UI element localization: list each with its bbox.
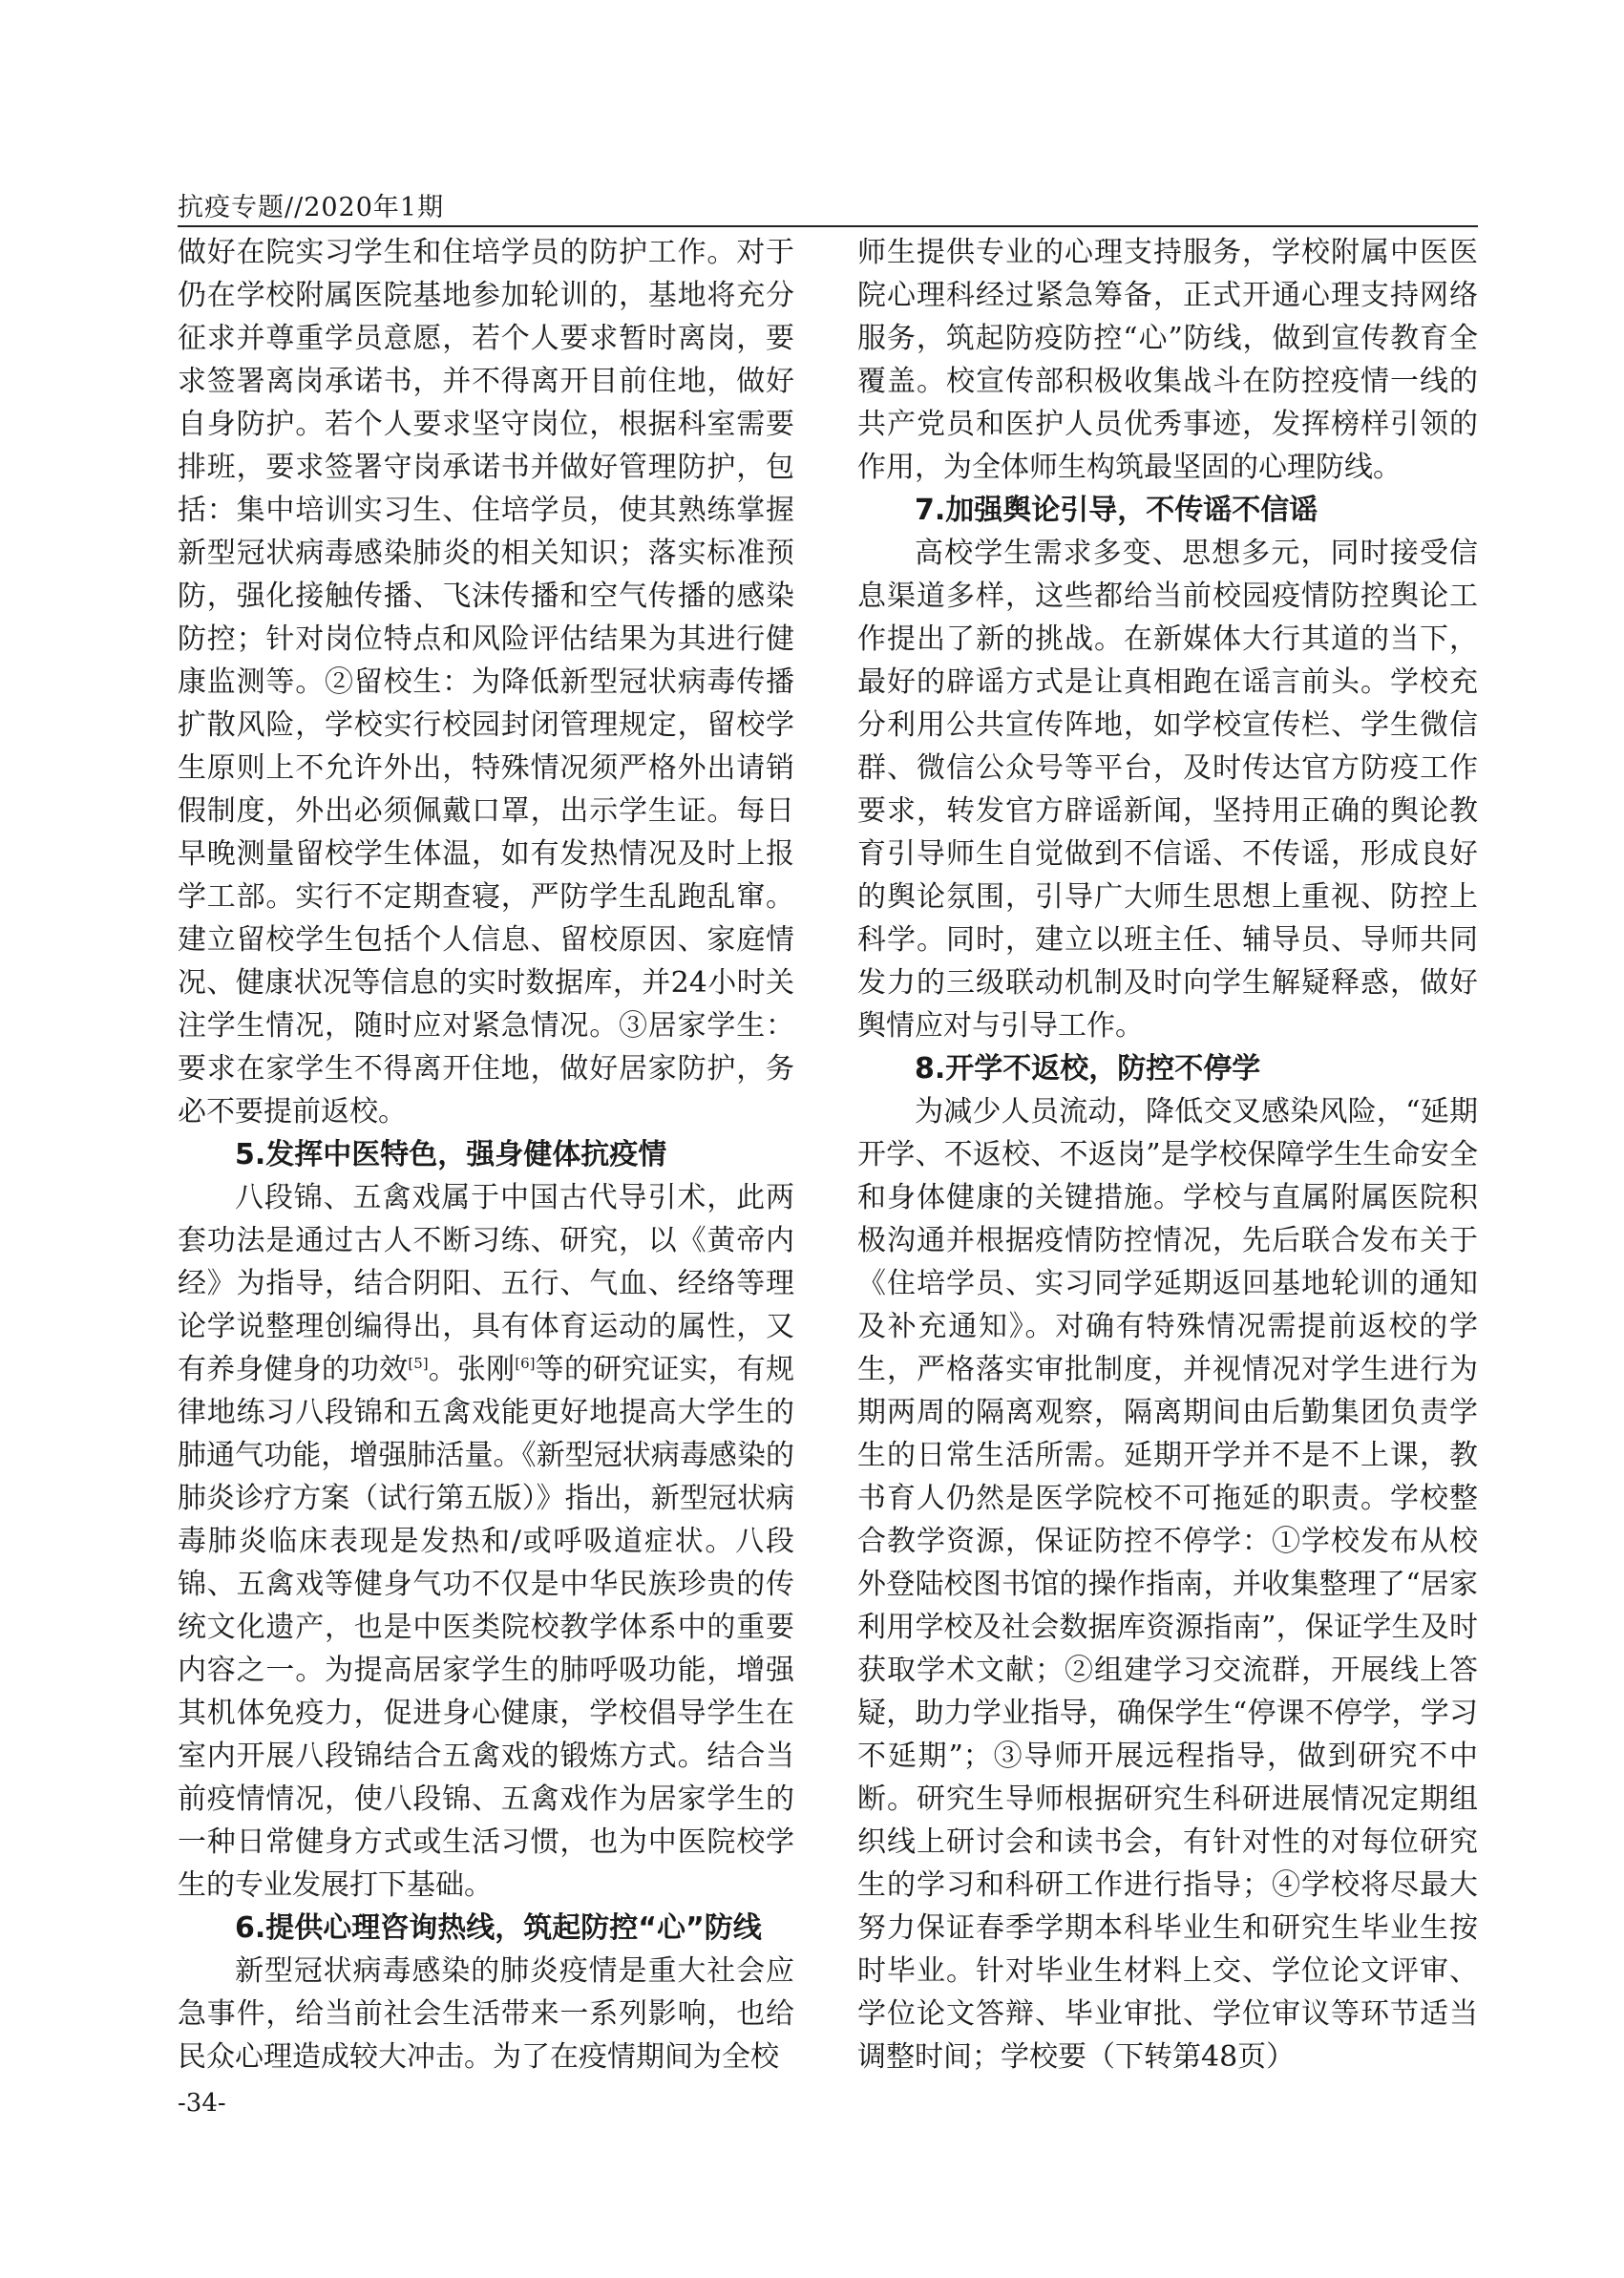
paragraph-public-opinion: 高校学生需求多变、思想多元，同时接受信息渠道多样，这些都给当前校园疫情防控舆论工作提出了新的挑战。在新媒体大行其道的当下，最好的辟谣方式是让真相跑在谣言前头。学校充分利用公共宣传阵地，如学校宣传栏、学生微信群、微信公众号等平台，及时传达官方防疫工作要求，转发官方辟谣新闻，坚持用正确的舆论教育引导师生自觉做到不信谣、不传谣，形成良好的舆论氛围，引导广大师生思想上重视、防控上科学。同时，建立以班主任、辅导员、导师共同发力的三级联动机制及时向学生解疑释惑，做好舆情应对与引导工作。 <box>857 537 1478 1043</box>
section-heading-8: 8.开学不返校，防控不停学 <box>915 1052 1261 1086</box>
running-header: 抗疫专题//2020年1期 <box>178 193 445 222</box>
paragraph-tcm-exercise-part1: 八段锦、五禽戏属于中国古代导引术，此两套功法是通过古人不断习练、研究，以《黄帝内经》为指导，结合阴阳、五行、气血、经络等理论学说整理创编得出，具有体育运动的属性，又有养身健身的功效 <box>178 1181 794 1386</box>
reference-5: [5] <box>408 1355 429 1372</box>
paragraph-students-protection: 做好在院实习学生和住培学员的防护工作。对于仍在学校附属医院基地参加轮训的，基地将充分征求并尊重学员意愿，若个人要求暂时离岗，要求签署离岗承诺书，并不得离开目前住地，做好自身防护。若个人要求坚守岗位，根据科室需要排班，要求签署守岗承诺书并做好管理防护，包括：集中培训实习生、住培学员，使其熟练掌握新型冠状病毒感染肺炎的相关知识；落实标准预防，强化接触传播、飞沫传播和空气传播的感染防控；针对岗位特点和风险评估结果为其进行健康监测等。②留校生：为降低新型冠状病毒传播扩散风险，学校实行校园封闭管理规定，留校学生原则上不允许外出，特殊情况须严格外出请销假制度，外出必须佩戴口罩，出示学生证。每日早晚测量留校学生体温，如有发热情况及时上报学工部。实行不定期查寝，严防学生乱跑乱窜。建立留校学生包括个人信息、留校原因、家庭情况、健康状况等信息的实时数据库，并24小时关注学生情况，随时应对紧急情况。③居家学生：要求在家学生不得离开住地，做好居家防护，务必不要提前返校。 <box>178 236 794 1128</box>
paragraph-tcm-exercise <box>178 1176 794 1907</box>
header-rule <box>178 225 1478 227</box>
left-column <box>178 231 794 2078</box>
section-heading-6: 6.提供心理咨询热线，筑起防控“心”防线 <box>235 1911 762 1945</box>
paragraph-psychological-support: 新型冠状病毒感染的肺炎疫情是重大社会应急事件，给当前社会生活带来一系列影响，也给民众心理造成较大冲击。为了在疫情期间为全校 <box>178 1954 794 2074</box>
paragraph-tcm-exercise-part2: 。张刚 <box>428 1353 516 1386</box>
section-heading-5: 5.发挥中医特色，强身健体抗疫情 <box>235 1138 667 1171</box>
section-heading-7: 7.加强舆论引导，不传谣不信谣 <box>915 494 1318 527</box>
right-column <box>857 231 1478 2078</box>
paragraph-online-teaching: 为减少人员流动，降低交叉感染风险，“延期开学、不返校、不返岗”是学校保障学生生命安全和身体健康的关键措施。学校与直属附属医院积极沟通并根据疫情防控情况，先后联合发布关于《住培学员、实习同学延期返回基地轮训的通知及补充通知》。对确有特殊情况需提前返校的学生，严格落实审批制度，并视情况对学生进行为期两周的隔离观察，隔离期间由后勤集团负责学生的日常生活所需。延期开学并不是不上课，教书育人仍然是医学院校不可拖延的职责。学校整合教学资源，保证防控不停学：①学校发布从校外登陆校图书馆的操作指南，并收集整理了“居家利用学校及社会数据库资源指南”，保证学生及时获取学术文献；②组建学习交流群，开展线上答疑，助力学业指导，确保学生“停课不停学，学习不延期”；③导师开展远程指导，做到研究不中断。研究生导师根据研究生科研进展情况定期组织线上研讨会和读书会，有针对性的对每位研究生的学习和科研工作进行指导；④学校将尽最大努力保证春季学期本科毕业生和研究生毕业生按时毕业。针对毕业生材料上交、学位论文评审、学位论文答辩、毕业审批、学位审议等环节适当调整时间；学校要（下转第48页） <box>857 1095 1478 2074</box>
reference-6: [6] <box>515 1355 536 1372</box>
paragraph-psychological-support-cont: 师生提供专业的心理支持服务，学校附属中医医院心理科经过紧急筹备，正式开通心理支持网络服务，筑起防疫防控“心”防线，做到宣传教育全覆盖。校宣传部积极收集战斗在防控疫情一线的共产党员和医护人员优秀事迹，发挥榜样引领的作用，为全体师生构筑最坚固的心理防线。 <box>857 236 1478 484</box>
paragraph-tcm-exercise-part3: 等的研究证实，有规律地练习八段锦和五禽戏能更好地提高大学生的肺通气功能，增强肺活量。《新型冠状病毒感染的肺炎诊疗方案（试行第五版）》指出，新型冠状病毒肺炎临床表现是发热和/或呼吸道症状。八段锦、五禽戏等健身气功不仅是中华民族珍贵的传统文化遗产，也是中医类院校教学体系中的重要内容之一。为提高居家学生的肺呼吸功能，增强其机体免疫力，促进身心健康，学校倡导学生在室内开展八段锦结合五禽戏的锻炼方式。结合当前疫情情况，使八段锦、五禽戏作为居家学生的一种日常健身方式或生活习惯，也为中医院校学生的专业发展打下基础。 <box>178 1353 795 1902</box>
page-number: -34- <box>178 2089 226 2118</box>
